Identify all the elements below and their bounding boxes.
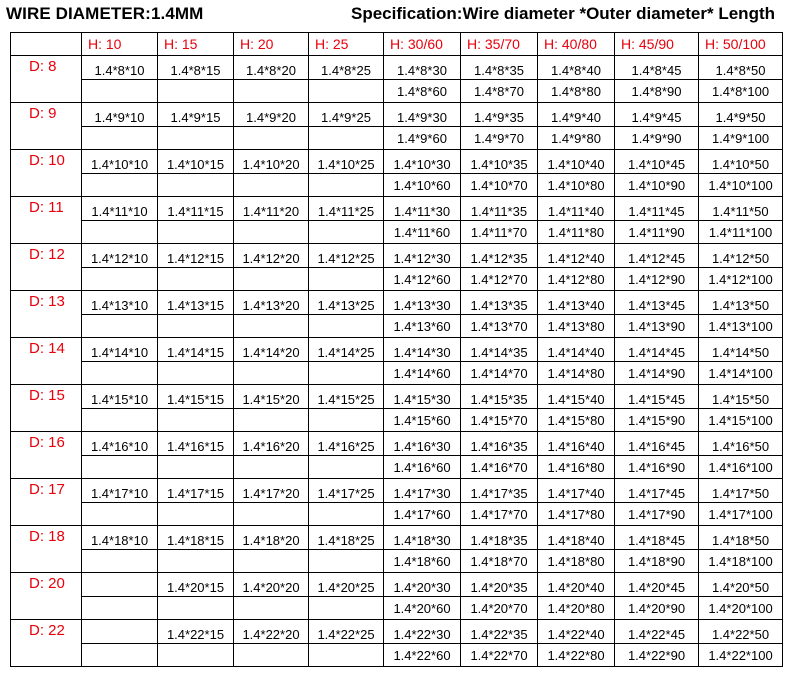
spec-cell: 1.4*14*35 [461,338,538,362]
spec-cell: 1.4*13*50 [699,291,783,315]
spec-cell: 1.4*15*80 [538,409,615,432]
spec-cell: 1.4*9*30 [384,103,461,127]
outer-diameter-label: D: 16 [11,432,82,479]
column-header-h20: H: 20 [234,33,309,56]
spec-cell [309,503,384,526]
spec-cell: 1.4*12*90 [615,268,699,291]
spec-cell: 1.4*18*40 [538,526,615,550]
spec-cell: 1.4*8*80 [538,80,615,103]
table-row [11,644,783,667]
spec-cell: 1.4*12*100 [699,268,783,291]
spec-cell [309,597,384,620]
table-row [11,385,783,409]
spec-cell: 1.4*15*100 [699,409,783,432]
spec-cell: 1.4*16*10 [82,432,158,456]
table-row [11,174,783,197]
spec-cell: 1.4*15*50 [699,385,783,409]
spec-cell: 1.4*15*70 [461,409,538,432]
spec-cell: 1.4*16*30 [384,432,461,456]
spec-cell: 1.4*10*60 [384,174,461,197]
spec-cell: 1.4*10*50 [699,150,783,174]
spec-cell [234,409,309,432]
spec-cell: 1.4*9*35 [461,103,538,127]
outer-diameter-label: D: 17 [11,479,82,526]
spec-cell: 1.4*16*50 [699,432,783,456]
spec-cell [309,644,384,667]
spec-cell: 1.4*10*80 [538,174,615,197]
outer-diameter-label: D: 22 [11,620,82,667]
spec-cell: 1.4*11*80 [538,221,615,244]
spec-cell [158,503,234,526]
spec-cell [158,597,234,620]
outer-diameter-label: D: 11 [11,197,82,244]
column-header-h15: H: 15 [158,33,234,56]
spec-cell [234,315,309,338]
spec-cell: 1.4*17*10 [82,479,158,503]
spec-cell [309,362,384,385]
spec-cell [234,550,309,573]
spec-cell [158,174,234,197]
spec-cell: 1.4*13*35 [461,291,538,315]
spec-cell: 1.4*12*35 [461,244,538,268]
spec-cell [82,80,158,103]
spec-cell: 1.4*9*15 [158,103,234,127]
spec-cell: 1.4*20*25 [309,573,384,597]
spec-cell: 1.4*20*60 [384,597,461,620]
spec-cell: 1.4*18*60 [384,550,461,573]
spec-cell: 1.4*10*100 [699,174,783,197]
spec-cell: 1.4*9*45 [615,103,699,127]
spec-cell: 1.4*16*100 [699,456,783,479]
spec-cell: 1.4*11*100 [699,221,783,244]
spec-cell: 1.4*20*15 [158,573,234,597]
spec-cell: 1.4*14*45 [615,338,699,362]
spec-cell: 1.4*22*35 [461,620,538,644]
spec-cell: 1.4*17*35 [461,479,538,503]
spec-cell: 1.4*17*90 [615,503,699,526]
spec-cell: 1.4*14*30 [384,338,461,362]
table-row [11,573,783,597]
spec-cell: 1.4*14*20 [234,338,309,362]
spec-cell: 1.4*11*70 [461,221,538,244]
spec-cell: 1.4*9*10 [82,103,158,127]
spec-cell: 1.4*22*50 [699,620,783,644]
spec-cell [158,268,234,291]
spec-cell [309,127,384,150]
spec-cell: 1.4*8*35 [461,56,538,80]
spec-cell: 1.4*22*25 [309,620,384,644]
spec-cell: 1.4*15*10 [82,385,158,409]
spec-cell [234,80,309,103]
spec-cell: 1.4*17*80 [538,503,615,526]
spec-cell: 1.4*12*60 [384,268,461,291]
spec-cell: 1.4*17*20 [234,479,309,503]
spec-cell [234,644,309,667]
spec-cell: 1.4*14*40 [538,338,615,362]
spec-cell: 1.4*20*70 [461,597,538,620]
spec-cell: 1.4*17*25 [309,479,384,503]
spec-cell: 1.4*13*70 [461,315,538,338]
spec-cell: 1.4*18*90 [615,550,699,573]
spec-cell: 1.4*17*40 [538,479,615,503]
spec-cell [234,456,309,479]
spec-cell [309,456,384,479]
spec-cell: 1.4*22*45 [615,620,699,644]
header-row [11,33,783,56]
spec-cell: 1.4*13*100 [699,315,783,338]
specification-title: Specification:Wire diameter *Outer diameter* Length [351,4,775,23]
spec-cell: 1.4*14*60 [384,362,461,385]
spec-cell [234,174,309,197]
page-header [0,0,789,30]
table-row [11,315,783,338]
spec-cell: 1.4*9*90 [615,127,699,150]
spec-cell: 1.4*17*15 [158,479,234,503]
table-row [11,150,783,174]
spec-cell: 1.4*11*30 [384,197,461,221]
spec-cell: 1.4*13*45 [615,291,699,315]
spec-cell [82,268,158,291]
spec-cell [234,503,309,526]
spec-cell: 1.4*15*25 [309,385,384,409]
spec-cell [234,221,309,244]
spec-cell [158,80,234,103]
spec-cell [82,315,158,338]
spec-cell [234,268,309,291]
spec-cell: 1.4*13*30 [384,291,461,315]
spec-cell: 1.4*14*70 [461,362,538,385]
spec-cell: 1.4*12*50 [699,244,783,268]
spec-cell [82,362,158,385]
spec-cell: 1.4*11*10 [82,197,158,221]
table-row [11,56,783,80]
spec-cell: 1.4*22*60 [384,644,461,667]
spec-cell: 1.4*20*20 [234,573,309,597]
column-header-h30-60: H: 30/60 [384,33,461,56]
spec-cell [234,597,309,620]
spec-cell: 1.4*9*70 [461,127,538,150]
spec-cell: 1.4*18*35 [461,526,538,550]
spec-cell: 1.4*20*30 [384,573,461,597]
spec-cell: 1.4*8*10 [82,56,158,80]
spec-cell: 1.4*16*70 [461,456,538,479]
table-row [11,526,783,550]
spec-cell: 1.4*9*60 [384,127,461,150]
table-row [11,291,783,315]
spec-cell: 1.4*13*80 [538,315,615,338]
spec-cell: 1.4*11*50 [699,197,783,221]
spec-cell: 1.4*9*25 [309,103,384,127]
spec-cell: 1.4*17*45 [615,479,699,503]
spec-cell: 1.4*14*80 [538,362,615,385]
spec-table [10,32,783,667]
spec-cell [309,409,384,432]
spec-cell: 1.4*18*100 [699,550,783,573]
spec-cell: 1.4*22*80 [538,644,615,667]
spec-cell: 1.4*10*20 [234,150,309,174]
spec-cell: 1.4*12*15 [158,244,234,268]
outer-diameter-label: D: 20 [11,573,82,620]
spec-cell: 1.4*9*40 [538,103,615,127]
spec-cell: 1.4*11*40 [538,197,615,221]
spec-cell: 1.4*12*30 [384,244,461,268]
spec-cell: 1.4*20*50 [699,573,783,597]
spec-cell: 1.4*15*35 [461,385,538,409]
table-row [11,221,783,244]
spec-cell [309,550,384,573]
spec-cell: 1.4*17*30 [384,479,461,503]
spec-cell: 1.4*11*35 [461,197,538,221]
spec-cell: 1.4*11*25 [309,197,384,221]
spec-cell: 1.4*14*50 [699,338,783,362]
spec-cell: 1.4*12*25 [309,244,384,268]
spec-cell: 1.4*10*45 [615,150,699,174]
table-row [11,127,783,150]
spec-cell [234,362,309,385]
column-header-h35-70: H: 35/70 [461,33,538,56]
spec-cell [82,573,158,597]
spec-cell [158,362,234,385]
spec-cell: 1.4*22*70 [461,644,538,667]
table-row [11,456,783,479]
spec-cell: 1.4*13*20 [234,291,309,315]
spec-table-body [11,56,783,667]
table-row [11,338,783,362]
spec-cell: 1.4*8*70 [461,80,538,103]
spec-cell: 1.4*15*20 [234,385,309,409]
table-row [11,479,783,503]
spec-cell: 1.4*15*30 [384,385,461,409]
table-row [11,103,783,127]
spec-cell: 1.4*22*20 [234,620,309,644]
column-header-h40-80: H: 40/80 [538,33,615,56]
spec-cell: 1.4*12*20 [234,244,309,268]
table-row [11,409,783,432]
spec-cell: 1.4*17*60 [384,503,461,526]
spec-cell [82,127,158,150]
column-header-h25: H: 25 [309,33,384,56]
spec-cell [82,456,158,479]
table-row [11,268,783,291]
spec-cell: 1.4*14*10 [82,338,158,362]
spec-cell: 1.4*18*70 [461,550,538,573]
spec-cell: 1.4*11*20 [234,197,309,221]
spec-cell: 1.4*16*35 [461,432,538,456]
spec-cell [309,80,384,103]
spec-cell: 1.4*14*25 [309,338,384,362]
spec-cell: 1.4*8*90 [615,80,699,103]
spec-cell: 1.4*10*25 [309,150,384,174]
spec-cell [82,503,158,526]
spec-cell: 1.4*15*90 [615,409,699,432]
spec-cell: 1.4*8*25 [309,56,384,80]
outer-diameter-label: D: 14 [11,338,82,385]
spec-cell: 1.4*11*45 [615,197,699,221]
spec-cell: 1.4*12*10 [82,244,158,268]
spec-cell: 1.4*20*90 [615,597,699,620]
spec-cell: 1.4*8*60 [384,80,461,103]
table-row [11,597,783,620]
spec-cell: 1.4*12*40 [538,244,615,268]
outer-diameter-label: D: 13 [11,291,82,338]
spec-cell [309,268,384,291]
column-header-h45-90: H: 45/90 [615,33,699,56]
spec-cell: 1.4*8*40 [538,56,615,80]
spec-cell: 1.4*18*50 [699,526,783,550]
table-row [11,197,783,221]
spec-cell: 1.4*16*15 [158,432,234,456]
spec-cell [82,221,158,244]
outer-diameter-label: D: 15 [11,385,82,432]
spec-cell [309,174,384,197]
spec-cell: 1.4*20*80 [538,597,615,620]
table-row [11,80,783,103]
spec-cell: 1.4*22*90 [615,644,699,667]
spec-cell: 1.4*9*100 [699,127,783,150]
spec-cell: 1.4*8*20 [234,56,309,80]
spec-cell [309,221,384,244]
spec-cell: 1.4*16*25 [309,432,384,456]
spec-cell [82,550,158,573]
outer-diameter-label: D: 18 [11,526,82,573]
spec-cell [234,127,309,150]
spec-cell [158,221,234,244]
spec-cell: 1.4*15*45 [615,385,699,409]
spec-cell: 1.4*9*80 [538,127,615,150]
spec-cell: 1.4*20*40 [538,573,615,597]
spec-cell [82,597,158,620]
spec-cell [82,644,158,667]
spec-cell: 1.4*16*90 [615,456,699,479]
spec-cell: 1.4*22*40 [538,620,615,644]
spec-cell [82,174,158,197]
spec-cell: 1.4*10*30 [384,150,461,174]
spec-cell: 1.4*15*60 [384,409,461,432]
spec-cell: 1.4*14*90 [615,362,699,385]
spec-cell: 1.4*16*45 [615,432,699,456]
outer-diameter-label: D: 9 [11,103,82,150]
spec-cell: 1.4*20*45 [615,573,699,597]
spec-cell [158,127,234,150]
spec-cell: 1.4*20*35 [461,573,538,597]
spec-cell: 1.4*20*100 [699,597,783,620]
spec-cell [158,315,234,338]
spec-cell: 1.4*18*25 [309,526,384,550]
spec-cell [309,315,384,338]
spec-cell: 1.4*18*20 [234,526,309,550]
spec-cell: 1.4*12*80 [538,268,615,291]
spec-cell: 1.4*8*30 [384,56,461,80]
table-row [11,362,783,385]
spec-cell: 1.4*12*70 [461,268,538,291]
table-row [11,503,783,526]
spec-cell: 1.4*10*10 [82,150,158,174]
outer-diameter-label: D: 10 [11,150,82,197]
spec-cell [82,409,158,432]
spec-cell: 1.4*16*80 [538,456,615,479]
spec-cell: 1.4*10*15 [158,150,234,174]
spec-cell: 1.4*16*40 [538,432,615,456]
spec-cell: 1.4*22*100 [699,644,783,667]
spec-cell [158,456,234,479]
spec-cell: 1.4*15*40 [538,385,615,409]
spec-cell: 1.4*13*10 [82,291,158,315]
outer-diameter-label: D: 12 [11,244,82,291]
spec-cell: 1.4*14*15 [158,338,234,362]
spec-cell: 1.4*10*40 [538,150,615,174]
spec-cell: 1.4*13*90 [615,315,699,338]
spec-cell: 1.4*15*15 [158,385,234,409]
spec-cell: 1.4*16*60 [384,456,461,479]
spec-cell [158,409,234,432]
spec-cell: 1.4*17*50 [699,479,783,503]
table-row [11,550,783,573]
table-row [11,244,783,268]
spec-cell: 1.4*13*40 [538,291,615,315]
spec-cell: 1.4*18*30 [384,526,461,550]
spec-cell: 1.4*13*25 [309,291,384,315]
spec-cell: 1.4*22*30 [384,620,461,644]
spec-cell: 1.4*8*100 [699,80,783,103]
spec-cell [158,550,234,573]
spec-cell: 1.4*8*15 [158,56,234,80]
spec-cell: 1.4*11*15 [158,197,234,221]
spec-cell: 1.4*18*45 [615,526,699,550]
spec-cell: 1.4*10*90 [615,174,699,197]
spec-cell: 1.4*11*60 [384,221,461,244]
column-header-h10: H: 10 [82,33,158,56]
outer-diameter-label: D: 8 [11,56,82,103]
spec-cell: 1.4*22*15 [158,620,234,644]
table-row [11,432,783,456]
spec-cell: 1.4*10*70 [461,174,538,197]
spec-cell: 1.4*13*15 [158,291,234,315]
wire-diameter-title: WIRE DIAMETER:1.4MM [6,4,204,23]
spec-cell: 1.4*12*45 [615,244,699,268]
spec-cell: 1.4*14*100 [699,362,783,385]
spec-cell: 1.4*9*50 [699,103,783,127]
spec-cell: 1.4*9*20 [234,103,309,127]
spec-cell: 1.4*8*45 [615,56,699,80]
spec-cell: 1.4*17*100 [699,503,783,526]
column-header-corner [11,33,82,56]
column-header-h50-100: H: 50/100 [699,33,783,56]
table-row [11,620,783,644]
spec-cell: 1.4*13*60 [384,315,461,338]
spec-cell: 1.4*18*10 [82,526,158,550]
spec-cell: 1.4*11*90 [615,221,699,244]
spec-cell: 1.4*17*70 [461,503,538,526]
spec-cell: 1.4*10*35 [461,150,538,174]
spec-cell [82,620,158,644]
spec-cell: 1.4*16*20 [234,432,309,456]
spec-cell [158,644,234,667]
spec-cell: 1.4*8*50 [699,56,783,80]
spec-cell: 1.4*18*15 [158,526,234,550]
spec-cell: 1.4*18*80 [538,550,615,573]
